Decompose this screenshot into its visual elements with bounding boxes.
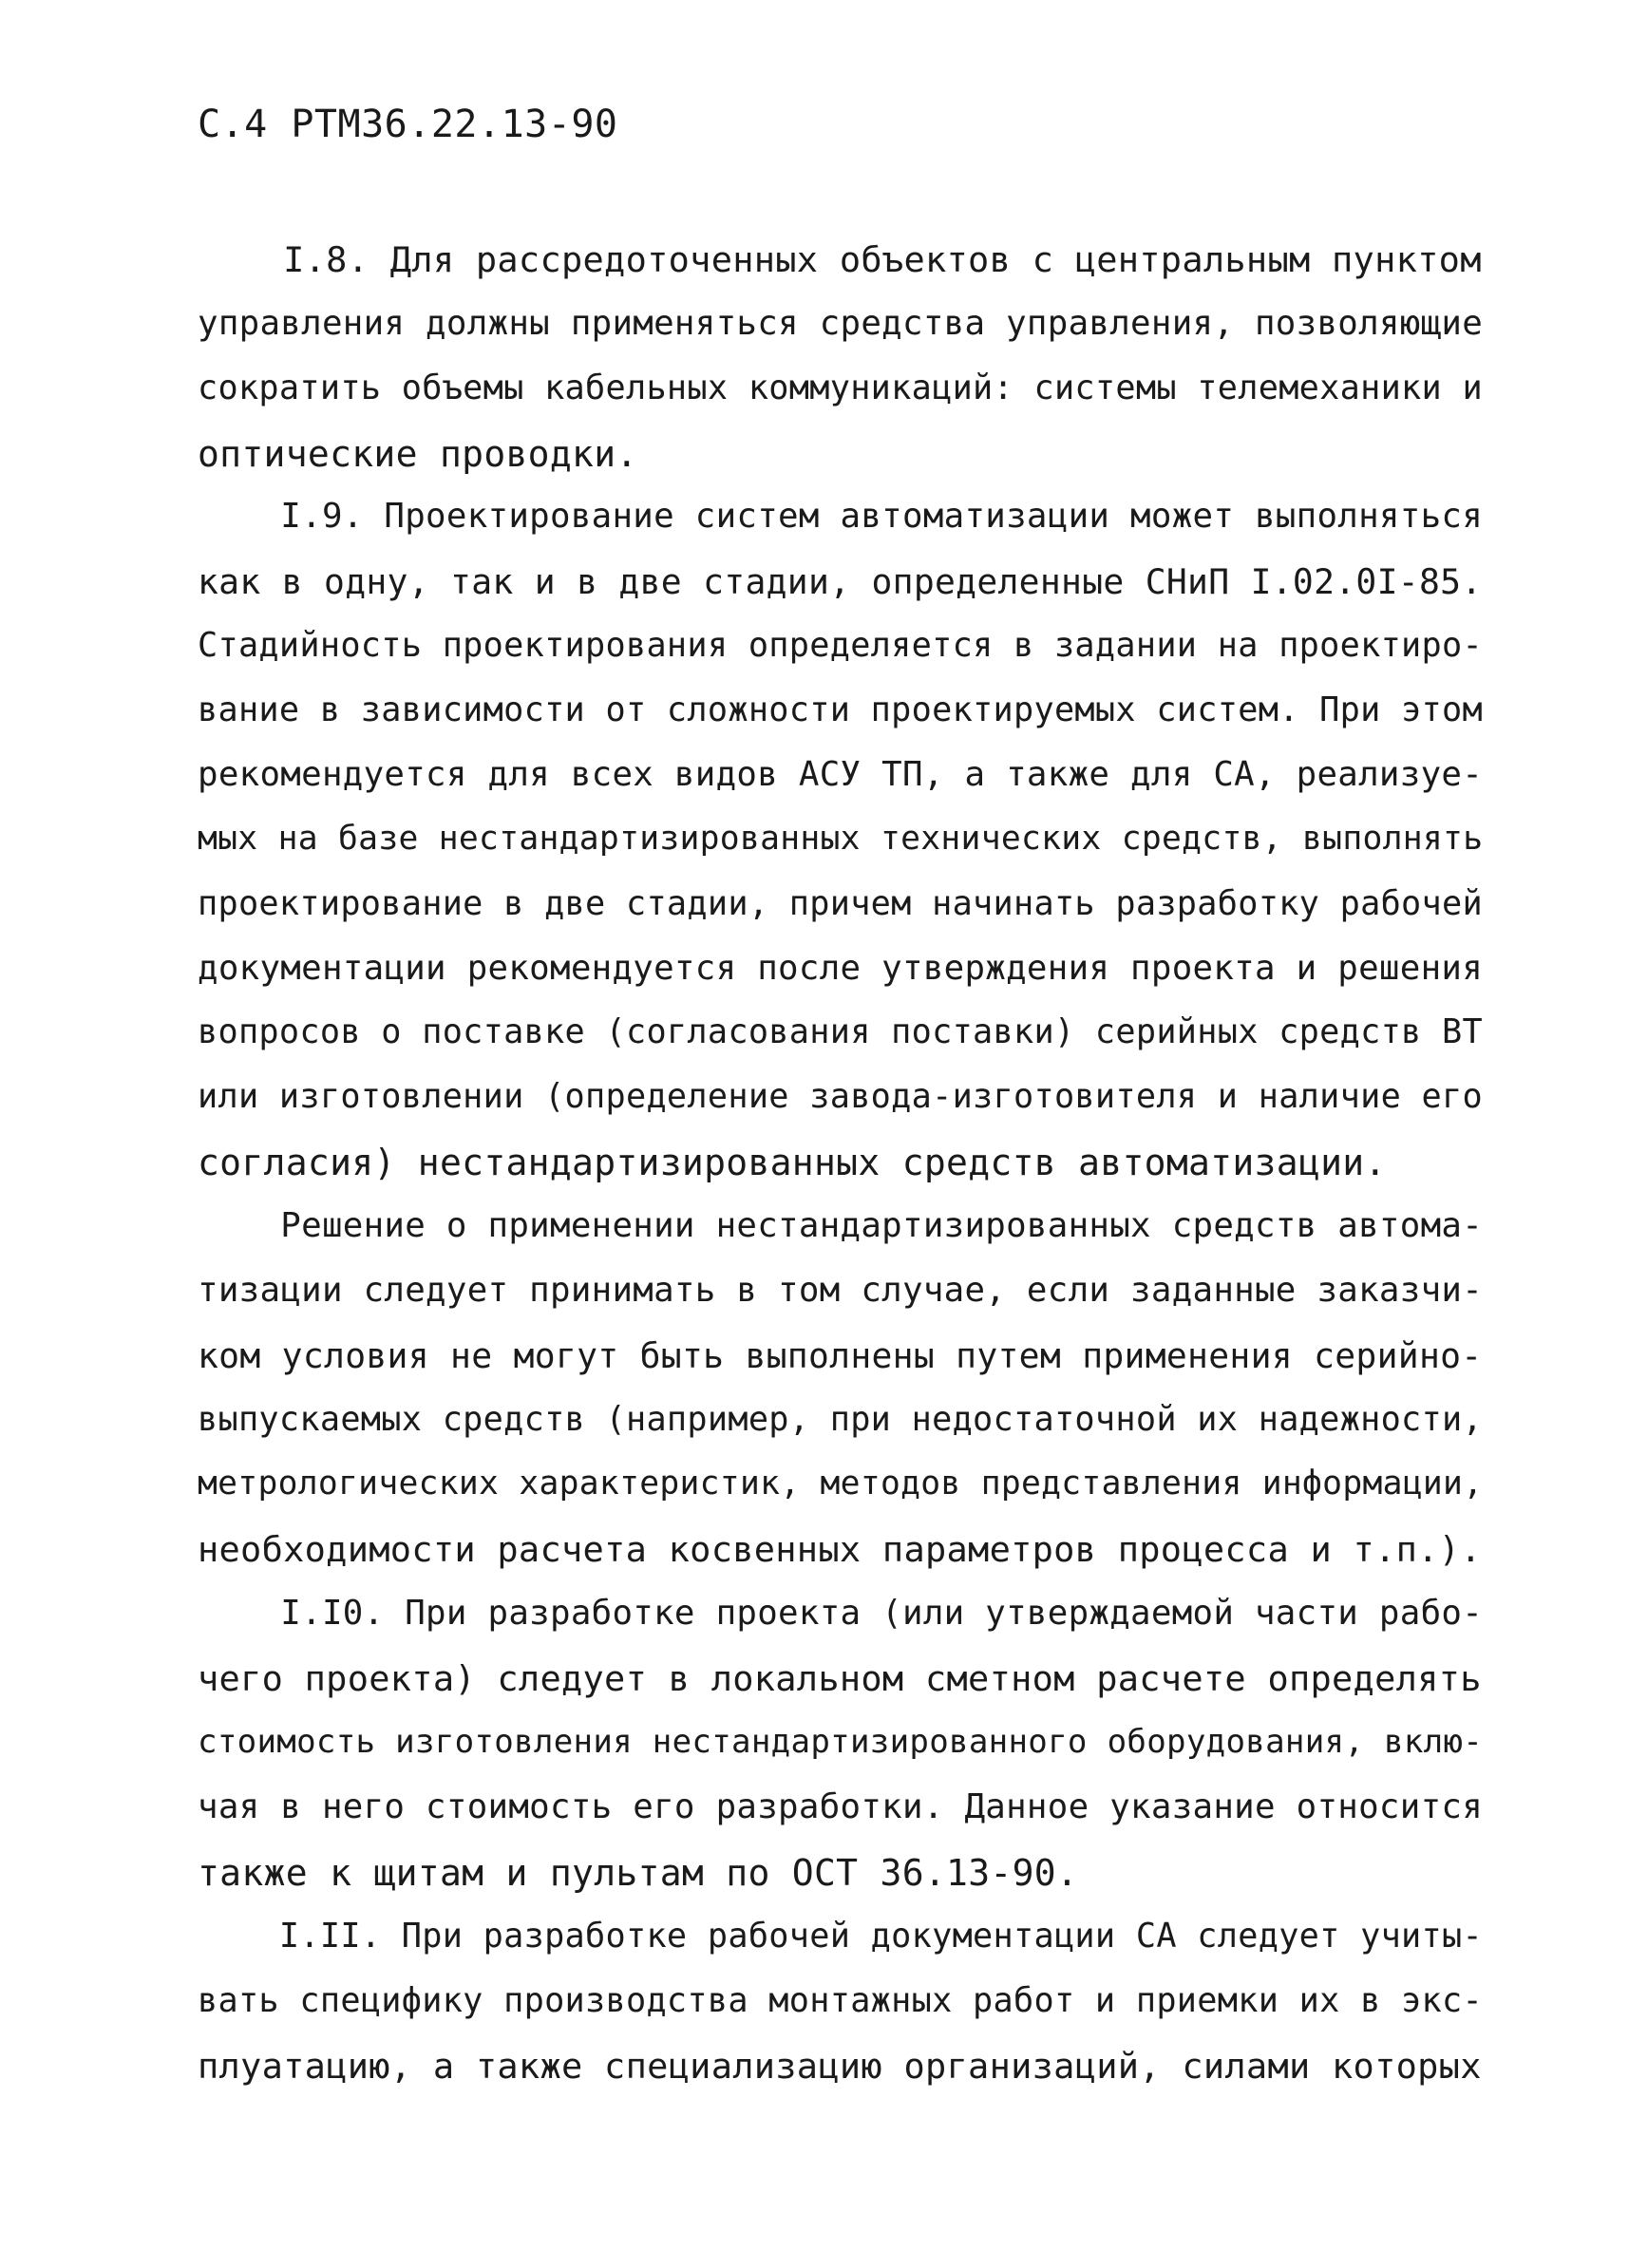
- text-line: выпускаемых средств (например, при недостаточной их надежности,: [198, 1400, 1483, 1439]
- text-line: согласия) нестандартизированных средств автоматизации.: [198, 1142, 1387, 1183]
- text-line: вать специфику производства монтажных работ и приемки их в экс-: [198, 1981, 1483, 2020]
- text-line: рекомендуется для всех видов АСУ ТП, а также для СА, реализуе-: [198, 755, 1484, 794]
- text-line: вание в зависимости от сложности проектируемых систем. При этом: [198, 690, 1483, 729]
- text-line: Решение о применении нестандартизированных средств автома-: [198, 1206, 1484, 1245]
- text-line: чего проекта) следует в локальном сметном расчете определять: [198, 1658, 1482, 1699]
- text-line: I.I0. При разработке проекта (или утверждаемой части рабо-: [198, 1594, 1484, 1633]
- text-line: I.8. Для рассредоточенных объектов с центральным пунктом: [198, 239, 1482, 280]
- text-line: также к щитам и пультам по ОСТ 36.13-90.: [198, 1852, 1079, 1894]
- text-line: стоимость изготовления нестандартизированного оборудования, вклю-: [198, 1723, 1484, 1761]
- text-line: тизации следует принимать в том случае, если заданные заказчи-: [198, 1271, 1484, 1310]
- text-line: Стадийность проектирования определяется в задании на проектиро-: [198, 626, 1483, 665]
- text-line: плуатацию, а также специализацию организаций, силами которых: [198, 2046, 1482, 2087]
- text-line: мых на базе нестандартизированных технических средств, выполнять: [198, 820, 1484, 858]
- text-line: или изготовлении (определение завода-изготовителя и наличие его: [198, 1077, 1483, 1116]
- text-line: I.II. При разработке рабочей документации СА следует учиты-: [198, 1917, 1483, 1956]
- text-line: оптические проводки.: [198, 433, 638, 475]
- text-line: управления должны применяться средства управления, позволяющие: [198, 304, 1484, 343]
- text-line: I.9. Проектирование систем автоматизации может выполняться: [198, 497, 1484, 536]
- text-line: документации рекомендуется после утверждения проекта и решения: [198, 949, 1484, 988]
- text-line: необходимости расчета косвенных параметров процесса и т.п.).: [198, 1529, 1482, 1570]
- text-line: вопросов о поставке (согласования поставки) серийных средств ВТ: [198, 1012, 1483, 1051]
- text-line: ком условия не могут быть выполнены путем применения серийно-: [198, 1335, 1483, 1376]
- text-line: сократить объемы кабельных коммуникаций: системы телемеханики и: [198, 369, 1483, 407]
- page-header: С.4 РТМ36.22.13-90: [198, 103, 618, 146]
- text-line: чая в него стоимость его разработки. Данное указание относится: [198, 1787, 1484, 1826]
- text-line: проектирование в две стадии, причем начинать разработку рабочей: [198, 884, 1483, 923]
- text-line: метрологических характеристик, методов представления информации,: [198, 1465, 1484, 1503]
- text-line: как в одну, так и в две стадии, определенные СНиП I.02.0I-85.: [198, 561, 1483, 602]
